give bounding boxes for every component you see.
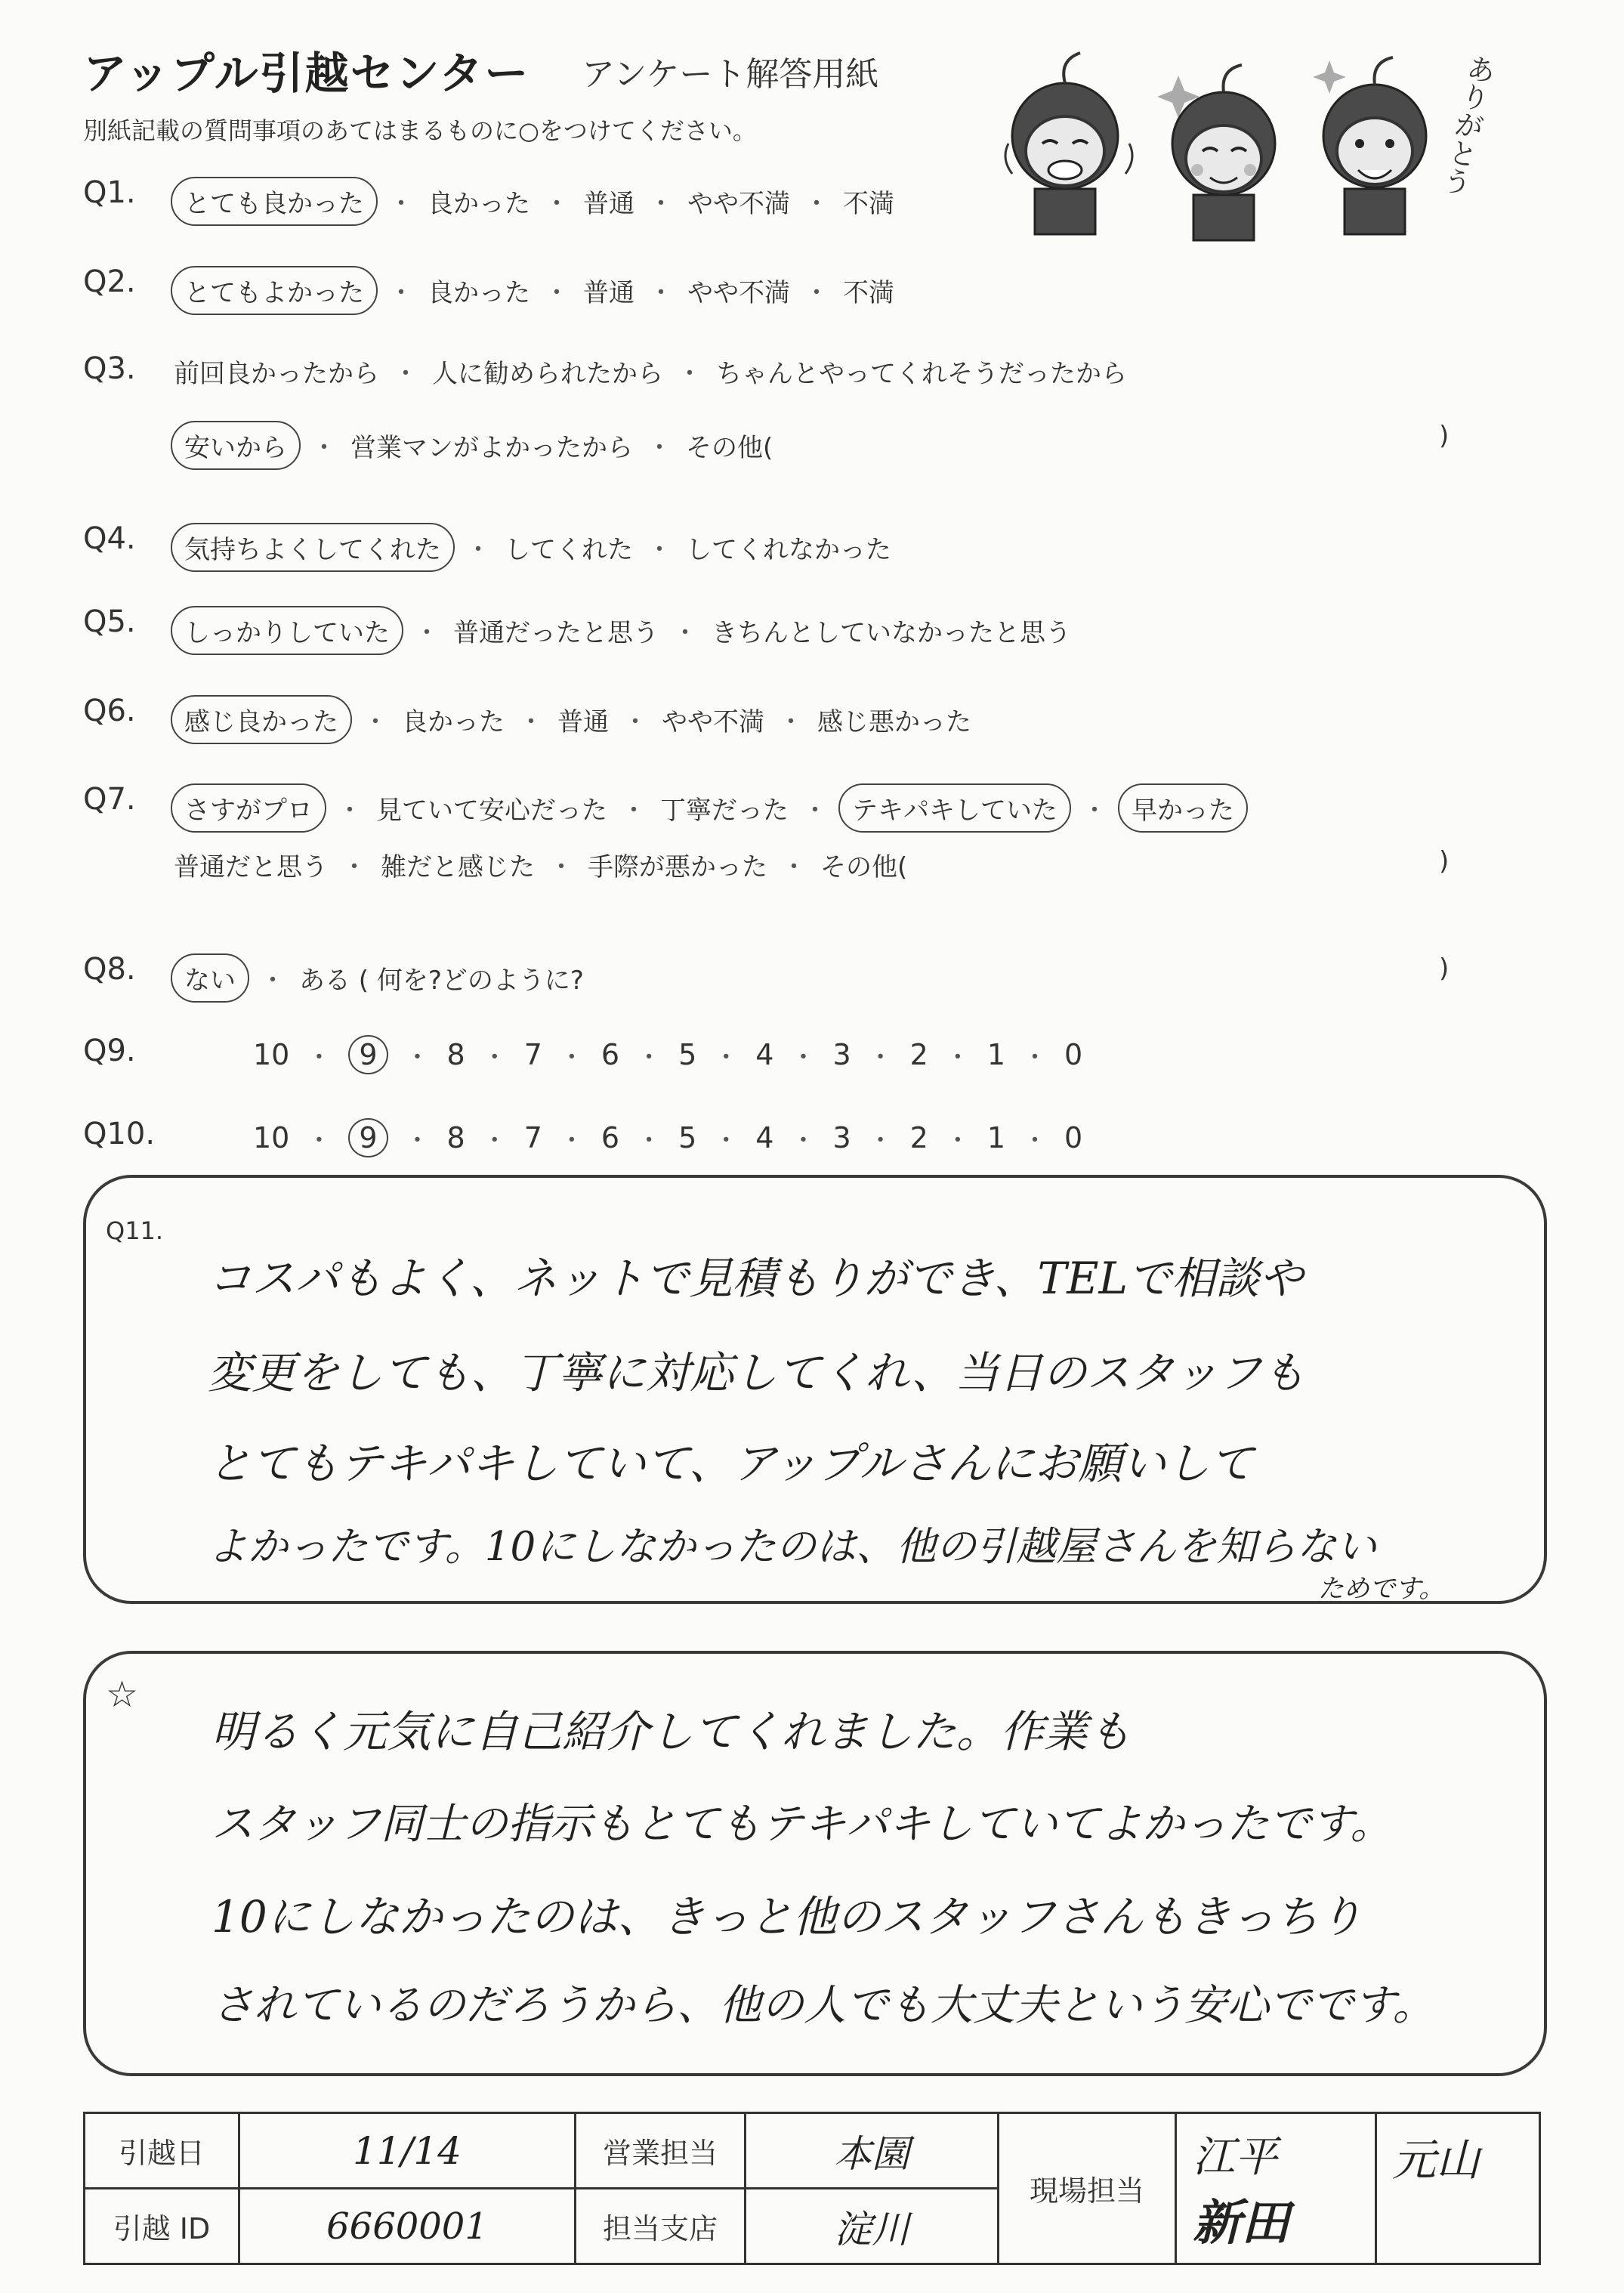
separator: ・	[404, 1125, 431, 1156]
site-staff-2: 新田	[1193, 2194, 1289, 2251]
company-name: アップル引越センター	[83, 48, 530, 99]
scale-value[interactable]: 0	[1064, 1038, 1083, 1071]
separator: ・	[558, 1125, 585, 1156]
move-id-value	[239, 2189, 576, 2264]
separator: ・	[1022, 1125, 1048, 1156]
scale-value[interactable]: 5	[678, 1038, 697, 1071]
separator: ・	[672, 618, 698, 648]
scale-value[interactable]: 0	[1064, 1121, 1083, 1154]
separator: ・	[790, 1125, 817, 1156]
question-label: Q1.	[83, 175, 136, 210]
option-choice[interactable]: しっかりしていた	[171, 606, 403, 655]
scale-label: Q9.	[83, 1034, 136, 1068]
sales-label: 営業担当	[576, 2113, 746, 2189]
option-choice[interactable]: 手際が悪かった	[588, 852, 767, 882]
q11-line-1: コスパもよく、ネットで見積もりができ、TELで相談や	[208, 1253, 1304, 1304]
separator: ・	[804, 278, 829, 308]
monkey-icon	[1323, 57, 1426, 234]
question-label: Q5.	[83, 604, 136, 639]
option-row	[174, 846, 907, 883]
scale-value[interactable]: 5	[678, 1121, 697, 1154]
scale-row	[253, 1118, 1082, 1157]
separator: ・	[341, 852, 367, 882]
option-choice[interactable]: 雑だと感じた	[381, 852, 535, 882]
separator: ・	[867, 1042, 894, 1073]
option-choice[interactable]: 不満	[843, 278, 894, 308]
scale-value[interactable]: 7	[523, 1038, 542, 1071]
star-line-3: 10にしなかったのは、きっと他のスタッフさんもきっちり	[211, 1891, 1363, 1942]
option-choice[interactable]: 感じ悪かった	[817, 707, 971, 737]
option-choice[interactable]: 良かった	[402, 707, 505, 737]
sales-text: 本園	[834, 2131, 909, 2176]
form-title: アンケート解答用紙	[582, 55, 879, 94]
separator: ・	[1082, 796, 1107, 826]
monkey-icon	[1172, 65, 1275, 240]
option-choice[interactable]: やや不満	[687, 189, 790, 219]
mascot-thanks: ありがとう	[1435, 51, 1499, 199]
separator: ・	[804, 189, 829, 219]
scale-value[interactable]: 8	[446, 1038, 465, 1071]
q11-line-2: 変更をしても、丁寧に対応してくれ、当日のスタッフも	[208, 1347, 1306, 1398]
separator: ・	[518, 707, 544, 737]
question-label: Q4.	[83, 521, 136, 556]
separator: ・	[944, 1042, 971, 1073]
site-staff-extra-cell	[1376, 2113, 1540, 2264]
option-row	[174, 266, 894, 315]
option-choice[interactable]: ない	[171, 953, 249, 1003]
separator: ・	[648, 278, 674, 308]
option-choice[interactable]: 普通だったと思う	[453, 618, 659, 648]
scale-value[interactable]: 3	[832, 1121, 851, 1154]
move-id-text: 6660001	[326, 2205, 488, 2248]
option-choice[interactable]: 安いから	[171, 421, 301, 470]
option-choice[interactable]: 普通だと思う	[174, 852, 328, 882]
option-choice[interactable]: 不満	[843, 189, 894, 219]
site-label: 現場担当	[999, 2113, 1176, 2264]
site-staff-3: 元山	[1392, 2134, 1480, 2186]
star-line-4: されているのだろうから、他の人でも大丈夫という安心でです。	[211, 1981, 1435, 2030]
branch-value	[746, 2189, 999, 2264]
star-line-1: 明るく元気に自己紹介してくれました。作業も	[211, 1706, 1132, 1757]
option-choice[interactable]: 良かった	[428, 189, 530, 219]
scale-value[interactable]: 10	[253, 1121, 290, 1154]
info-table	[83, 2112, 1541, 2265]
option-choice[interactable]: とてもよかった	[171, 266, 378, 315]
scale-value[interactable]: 3	[832, 1038, 851, 1071]
separator: ・	[337, 796, 363, 826]
separator: ・	[558, 1042, 585, 1073]
option-choice[interactable]: 普通	[583, 189, 634, 219]
separator: ・	[465, 535, 491, 565]
scale-value[interactable]: 2	[909, 1121, 928, 1154]
option-choice[interactable]: 良かった	[428, 278, 530, 308]
scale-value[interactable]: 1	[986, 1121, 1006, 1154]
scale-value[interactable]: 1	[986, 1038, 1006, 1071]
separator: ・	[636, 1125, 662, 1156]
option-choice[interactable]: 見ていて安心だった	[376, 796, 607, 826]
separator: ・	[548, 852, 574, 882]
question-label: Q7.	[83, 782, 136, 817]
monkey-icon	[1005, 53, 1132, 234]
separator: ・	[388, 278, 414, 308]
option-choice[interactable]: 前回良かったから	[174, 359, 379, 389]
close-paren: )	[1439, 421, 1450, 451]
option-row	[174, 953, 584, 1003]
separator: ・	[867, 1125, 894, 1156]
site-staff-cell	[1176, 2113, 1376, 2264]
separator: ・	[778, 707, 804, 737]
scale-value[interactable]: 2	[909, 1038, 928, 1071]
option-choice[interactable]: ちゃんとやってくれそうだったから	[716, 359, 1127, 389]
option-choice[interactable]: その他(	[820, 852, 908, 882]
separator: ・	[781, 852, 807, 882]
option-choice[interactable]: 気持ちよくしてくれた	[171, 523, 455, 572]
option-choice[interactable]: してくれた	[505, 535, 633, 565]
star-icon: ☆	[106, 1673, 139, 1716]
separator: ・	[621, 796, 647, 826]
separator: ・	[306, 1042, 332, 1073]
option-choice[interactable]: 早かった	[1118, 783, 1248, 833]
scale-value[interactable]: 4	[755, 1121, 774, 1154]
scale-value[interactable]: 8	[446, 1121, 465, 1154]
option-row	[174, 523, 891, 572]
separator: ・	[544, 278, 570, 308]
option-choice[interactable]: やや不満	[662, 707, 764, 737]
scale-label: Q10.	[83, 1117, 156, 1151]
question-label: Q6.	[83, 694, 136, 728]
close-paren: )	[1439, 953, 1450, 984]
option-choice[interactable]: してくれなかった	[686, 535, 891, 565]
branch-text: 淀川	[834, 2207, 909, 2251]
separator: ・	[713, 1042, 739, 1073]
option-row	[174, 177, 894, 226]
separator: ・	[481, 1125, 508, 1156]
option-row	[174, 353, 1127, 390]
separator: ・	[260, 966, 286, 996]
instruction-text: 別紙記載の質問事項のあてはまるものに○をつけてください。	[83, 116, 757, 145]
option-row	[174, 783, 1245, 833]
mascot-illustration	[997, 30, 1499, 249]
q11-note: ためです。	[1318, 1574, 1445, 1604]
option-choice[interactable]: 感じ良かった	[171, 695, 352, 744]
scale-value[interactable]: 7	[523, 1121, 542, 1154]
option-choice[interactable]: ある ( 何を?どのように?	[299, 966, 584, 996]
option-choice[interactable]: 営業マンがよかったから	[350, 433, 633, 463]
separator: ・	[544, 189, 570, 219]
move-date-value	[239, 2113, 576, 2189]
scale-value[interactable]: 9	[348, 1118, 387, 1157]
separator: ・	[713, 1125, 739, 1156]
q11-label: Q11.	[106, 1216, 164, 1245]
scale-value[interactable]: 6	[601, 1121, 620, 1154]
separator: ・	[404, 1042, 431, 1073]
separator: ・	[636, 1042, 662, 1073]
separator: ・	[306, 1125, 332, 1156]
option-choice[interactable]: やや不満	[687, 278, 790, 308]
separator: ・	[414, 618, 440, 648]
site-staff-1: 江平	[1193, 2132, 1277, 2182]
separator: ・	[1022, 1042, 1048, 1073]
move-date-label: 引越日	[85, 2113, 239, 2189]
question-label: Q2.	[83, 264, 136, 299]
option-row	[174, 606, 1071, 655]
separator: ・	[647, 535, 672, 565]
close-paren: )	[1439, 846, 1450, 876]
sparkle-icon	[1313, 60, 1346, 94]
option-choice[interactable]: さすがプロ	[171, 783, 326, 833]
branch-label: 担当支店	[576, 2189, 746, 2264]
sales-value	[746, 2113, 999, 2189]
option-row	[174, 695, 971, 744]
option-choice[interactable]: とても良かった	[171, 177, 378, 226]
option-choice[interactable]: テキパキしていた	[838, 783, 1071, 833]
move-id-label: 引越 ID	[85, 2189, 239, 2264]
scale-value[interactable]: 10	[253, 1038, 290, 1071]
scale-value[interactable]: 6	[601, 1038, 620, 1071]
scale-value[interactable]: 9	[348, 1035, 387, 1074]
separator: ・	[802, 796, 828, 826]
move-date-text: 11/14	[352, 2128, 462, 2173]
scale-value[interactable]: 4	[755, 1038, 774, 1071]
question-label: Q3.	[83, 351, 136, 386]
question-label: Q8.	[83, 952, 136, 987]
option-choice[interactable]: 普通	[583, 278, 634, 308]
separator: ・	[481, 1042, 508, 1073]
separator: ・	[648, 189, 674, 219]
separator: ・	[677, 359, 702, 389]
separator: ・	[622, 707, 648, 737]
option-row	[174, 421, 773, 470]
option-choice[interactable]: 人に勧められたから	[432, 359, 663, 389]
separator: ・	[363, 707, 388, 737]
separator: ・	[944, 1125, 971, 1156]
star-line-2: スタッフ同士の指示もとてもテキパキしていてよかったです。	[211, 1800, 1393, 1849]
separator: ・	[388, 189, 414, 219]
separator: ・	[393, 359, 418, 389]
option-choice[interactable]: 普通	[557, 707, 609, 737]
separator: ・	[647, 433, 672, 463]
option-choice[interactable]: その他(	[686, 433, 773, 463]
separator: ・	[311, 433, 337, 463]
scale-row	[253, 1035, 1082, 1074]
q11-line-4: よかったです。10にしなかったのは、他の引越屋さんを知らない	[208, 1524, 1377, 1570]
separator: ・	[790, 1042, 817, 1073]
option-choice[interactable]: 丁寧だった	[660, 796, 789, 826]
option-choice[interactable]: きちんとしていなかったと思う	[712, 618, 1071, 648]
q11-line-3: とてもテキパキしていて、アップルさんにお願いして	[208, 1438, 1254, 1489]
